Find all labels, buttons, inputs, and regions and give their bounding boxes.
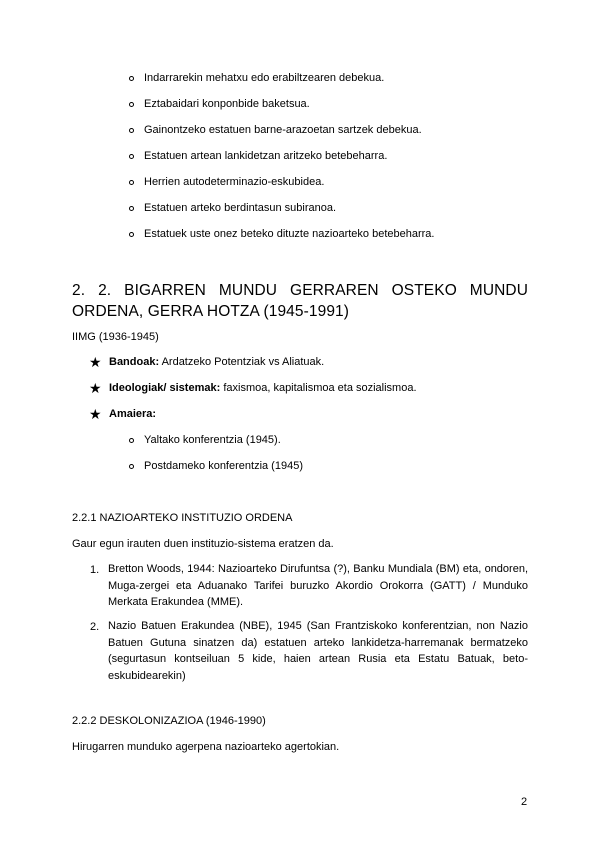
principle-item: Eztabaidari konponbide baketsua. — [144, 98, 310, 110]
principle-item: Estatuen artean lankidetzan aritzeko betebeharra. — [144, 150, 388, 162]
star-item-label: Bandoak: — [109, 356, 160, 368]
principle-item: Estatuen arteko berdintasun subiranoa. — [144, 202, 337, 214]
circle-bullet-icon — [129, 154, 134, 159]
circle-bullet-icon — [129, 464, 134, 469]
end-item: Yaltako konferentzia (1945). — [144, 434, 281, 446]
star-item — [109, 408, 156, 421]
star-item — [109, 382, 417, 395]
subsection-title: 2.2.1 NAZIOARTEKO INSTITUZIO ORDENA — [72, 512, 293, 524]
star-item-text: faxismoa, kapitalismoa eta sozialismoa. — [220, 382, 417, 394]
star-item-text: Ardatzeko Potentziak vs Aliatuak. — [159, 356, 325, 368]
star-icon: ★ — [89, 406, 102, 422]
circle-bullet-icon — [129, 102, 134, 107]
circle-bullet-icon — [129, 232, 134, 237]
list-item: Nazio Batuen Erakundea (NBE), 1945 (San Frantziskoko konferentzian, non Nazio Batuen Gutuna sinatzen da) estatuen arteko lankidetza-harremanak bermatzeko (segurtasun kontseiluan 5 kide, haien artean Rusia eta Estatu Batuak, beto-eskubidearekin) — [108, 620, 528, 682]
circle-bullet-icon — [129, 76, 134, 81]
circle-bullet-icon — [129, 206, 134, 211]
iimg-label: IIMG (1936-1945) — [72, 331, 159, 343]
list-number: 2. — [90, 621, 100, 633]
principle-item: Gainontzeko estatuen barne-arazoetan sartzek debekua. — [144, 124, 422, 136]
star-item-label: Ideologiak/ sistemak: — [109, 382, 221, 394]
subsection-intro: Gaur egun irauten duen instituzio-sistema eratzen da. — [72, 538, 334, 550]
principle-item: Indarrarekin mehatxu edo erabiltzearen debekua. — [144, 72, 385, 84]
end-item: Postdameko konferentzia (1945) — [144, 460, 303, 472]
circle-bullet-icon — [129, 438, 134, 443]
subsection-title: 2.2.2 DESKOLONIZAZIOA (1946-1990) — [72, 715, 266, 727]
star-icon: ★ — [89, 354, 102, 370]
star-item — [109, 356, 324, 369]
list-number: 1. — [90, 564, 100, 576]
circle-bullet-icon — [129, 180, 134, 185]
list-item: Bretton Woods, 1944: Nazioarteko Dirufuntsa (?), Banku Mundiala (BM) eta, ondoren, Muga-zergei eta Aduanako Tarifei buruzko Akordio Orokorra (GATT) / Munduko Merkata Erakundea (MME). — [108, 563, 528, 608]
principle-item: Herrien autodeterminazio-eskubidea. — [144, 176, 325, 188]
page-number: 2 — [521, 796, 528, 808]
principle-item: Estatuek uste onez beteko dituzte nazioarteko betebeharra. — [144, 228, 435, 240]
star-icon: ★ — [89, 380, 102, 396]
section-heading: 2. 2. BIGARREN MUNDU GERRAREN OSTEKO MUNDU ORDENA, GERRA HOTZA (1945-1991) — [72, 282, 528, 320]
circle-bullet-icon — [129, 128, 134, 133]
star-item-label: Amaiera: — [109, 408, 157, 420]
subsection-intro: Hirugarren munduko agerpena nazioarteko agertokian. — [72, 741, 340, 753]
